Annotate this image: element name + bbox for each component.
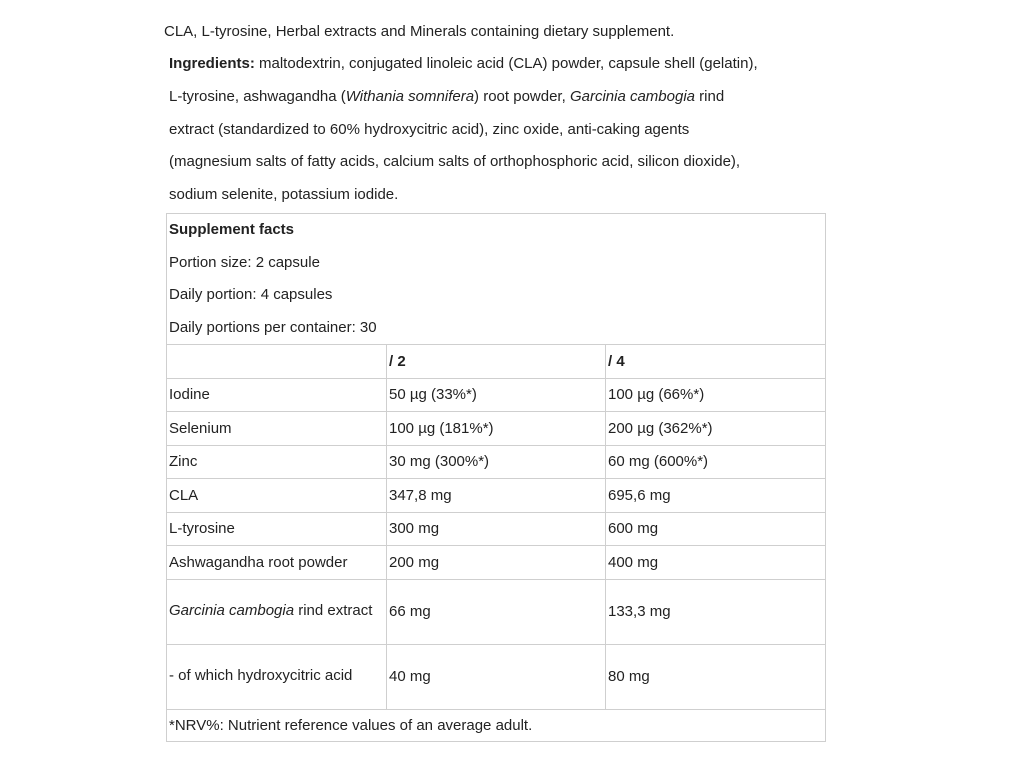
ingredients-line-5: sodium selenite, potassium iodide. [169,186,399,204]
portion-size: Portion size: 2 capsule [169,253,320,271]
product-description: CLA, L-tyrosine, Herbal extracts and Minerals containing dietary supplement. [164,23,675,40]
value-4: 133,3 mg [606,579,826,644]
table-row [167,512,826,546]
facts-title: Supplement facts [169,221,295,238]
value-4: 80 mg [606,644,826,709]
value-2: 50 µg (33%*) [387,378,606,412]
value-4: 600 mg [606,512,826,546]
table-row [167,445,826,479]
nutrient-name: L-tyrosine [167,512,387,546]
table-row [167,644,826,709]
column-header-2: / 2 [387,345,606,379]
value-4: 695,6 mg [606,479,826,513]
table-row [167,479,826,513]
value-4: 200 µg (362%*) [606,412,826,446]
table-row [167,579,826,644]
supplement-facts-table [166,213,826,742]
nutrient-name: Zinc [167,445,387,479]
ingredients-block [169,48,869,212]
facts-header [167,214,826,345]
value-4: 100 µg (66%*) [606,378,826,412]
ingredients-line-4: (magnesium salts of fatty acids, calcium salts of orthophosphoric acid, silicon dioxide), [169,153,741,171]
nutrient-name: - of which hydroxycitric acid [167,644,387,709]
value-2: 100 µg (181%*) [387,412,606,446]
value-2: 30 mg (300%*) [387,445,606,479]
value-2: 40 mg [387,644,606,709]
nutrient-name: CLA [167,479,387,513]
ingredients-line-3: extract (standardized to 60% hydroxycitric acid), zinc oxide, anti-caking agents [169,120,690,138]
nutrient-name: Garcinia cambogia rind extract [167,579,387,644]
nrv-footnote: *NRV%: Nutrient reference values of an average adult. [167,709,826,741]
daily-portion: Daily portion: 4 capsules [169,286,333,303]
value-2: 200 mg [387,546,606,580]
nutrient-name: Iodine [167,378,387,412]
column-header-empty [167,345,387,379]
footnote-row [167,709,826,741]
table-row [167,412,826,446]
column-header-row [167,345,826,379]
value-4: 60 mg (600%*) [606,445,826,479]
column-header-4: / 4 [606,345,826,379]
value-2: 300 mg [387,512,606,546]
ingredients-label: Ingredients: [169,55,255,72]
value-4: 400 mg [606,546,826,580]
table-row [167,546,826,580]
ingredients-line-2: L-tyrosine, ashwagandha (Withania somnifera) root powder, Garcinia cambogia rind [169,87,725,105]
nutrient-name: Selenium [167,412,387,446]
value-2: 347,8 mg [387,479,606,513]
portions-per-container: Daily portions per container: 30 [169,318,377,336]
table-row [167,378,826,412]
ingredients-line-1: Ingredients: maltodextrin, conjugated linoleic acid (CLA) powder, capsule shell (gelatin), [169,55,758,72]
nutrient-name: Ashwagandha root powder [167,546,387,580]
value-2: 66 mg [387,579,606,644]
